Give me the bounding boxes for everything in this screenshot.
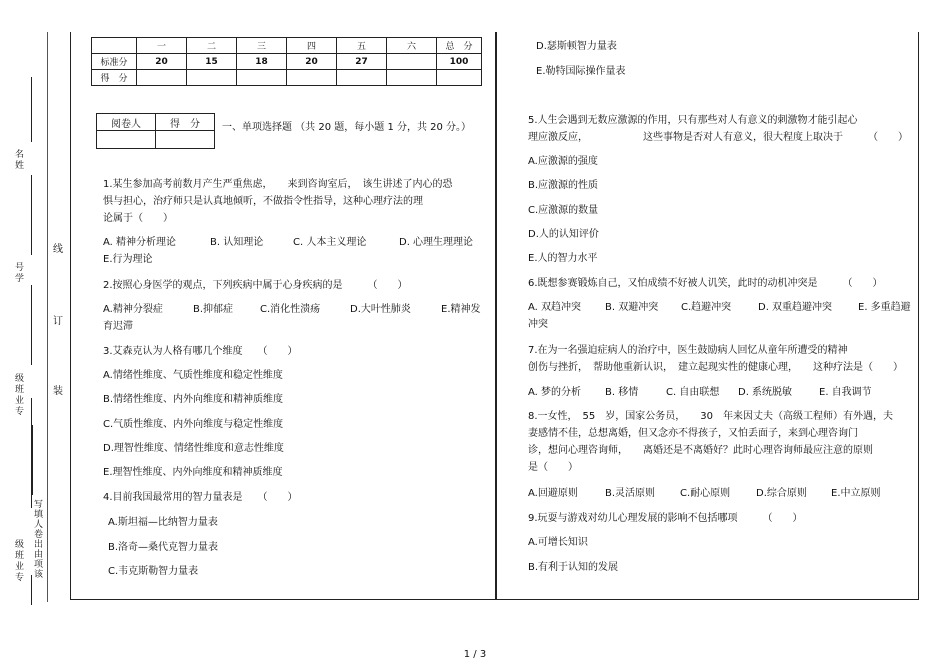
grader-header: 阅卷人 — [97, 114, 156, 131]
q3-option-a[interactable]: A.情绪性维度、气质性维度和稳定性维度 — [103, 370, 283, 381]
option[interactable]: D. 系统脱敏 — [738, 387, 793, 398]
question-7 — [528, 342, 903, 376]
score-input-cell[interactable] — [137, 70, 187, 86]
cut-mark-line: 线 — [53, 244, 63, 255]
q4-option-b[interactable]: B.洛奇—桑代克智力量表 — [108, 542, 219, 553]
frame-right — [918, 32, 919, 600]
margin-rule-top — [31, 77, 32, 142]
question-2: 2.按照心身医学的观点，下列疾病中属于心身疾病的是 （ ） — [103, 280, 408, 291]
question-line: 理应激反应， 这些事物是否对人有意义，很大程度上取决于 （ ） — [528, 132, 908, 143]
option[interactable]: A.精神分裂症 — [103, 304, 163, 315]
option[interactable]: B.抑郁症 — [193, 304, 234, 315]
q4-option-c[interactable]: C.韦克斯勒智力量表 — [108, 566, 199, 577]
option[interactable]: B. 双避冲突 — [605, 302, 659, 313]
q4-option-a[interactable]: A.斯坦福—比纳智力量表 — [108, 517, 218, 528]
notice-text: 写 填 人 卷 出 由 项 该 — [33, 500, 43, 580]
score-cell: 20 — [287, 54, 337, 70]
grader-input-cell[interactable] — [156, 131, 215, 149]
question-9: 9.玩耍与游戏对幼儿心理发展的影响不包括哪项 （ ） — [528, 513, 803, 524]
score-row-label: 标准分 — [92, 54, 137, 70]
option[interactable]: D.大叶性肺炎 — [350, 304, 411, 315]
q5-option-e[interactable]: E.人的智力水平 — [528, 253, 598, 264]
frame-bottom — [70, 599, 919, 600]
question-line: 妻感情不佳，总想离婚，但又念亦不得孩子，又怕丢面子，来到心理咨询门 — [528, 428, 858, 439]
q3-option-e[interactable]: E.理智性维度、内外向维度和精神质维度 — [103, 467, 283, 478]
score-input-cell[interactable] — [437, 70, 482, 86]
class-label-2: 级 班 业 专 — [14, 540, 24, 583]
score-input-cell[interactable] — [237, 70, 287, 86]
score-input-cell[interactable] — [187, 70, 237, 86]
question-line: 论属于（ ） — [103, 213, 173, 224]
question-3: 3.艾森克认为人格有哪几个维度 （ ） — [103, 346, 298, 357]
option[interactable]: D.综合原则 — [756, 488, 807, 499]
q3-option-b[interactable]: B.情绪性维度、内外向维度和精神质维度 — [103, 394, 284, 405]
question-line: 1.某生参加高考前数月产生严重焦虑， 来到咨询室后， 该生讲述了内心的恐 — [103, 179, 453, 190]
option[interactable]: C.趋避冲突 — [681, 302, 732, 313]
question-line: 是（ ） — [528, 462, 578, 473]
option[interactable]: 冲突 — [528, 319, 548, 330]
option[interactable]: E. 自我调节 — [819, 387, 872, 398]
grader-table — [96, 113, 215, 149]
question-line: 诊，想问心理咨询师， 离婚还是不离婚好？此时心理咨询师最应注意的原则 — [528, 445, 873, 456]
class-label: 级 班 业 专 — [14, 374, 24, 417]
section-title: 一、单项选择题 （共 20 题，每小题 1 分，共 20 分。） — [222, 122, 472, 133]
option[interactable]: E. 多重趋避 — [858, 302, 911, 313]
grader-input-cell[interactable] — [97, 131, 156, 149]
question-6: 6.既想参赛锻炼自己，又怕成绩不好被人讥笑，此时的动机冲突是 （ ） — [528, 278, 883, 289]
score-header-cell: 一 — [137, 38, 187, 54]
score-header-cell: 六 — [387, 38, 437, 54]
question-line: 8.一女性， 55 岁，国家公务员， 30 年来因丈夫（高级工程师）有外遇，夫 — [528, 411, 893, 422]
score-header-cell: 三 — [237, 38, 287, 54]
cut-line — [47, 32, 48, 602]
score-header-cell: 总 分 — [437, 38, 482, 54]
score-input-cell[interactable] — [337, 70, 387, 86]
option[interactable]: A. 梦的分析 — [528, 387, 582, 398]
option[interactable]: B. 认知理论 — [210, 237, 264, 248]
q9-option-b[interactable]: B.有利于认知的发展 — [528, 562, 619, 573]
question-line: 创伤与挫折， 帮助他重新认识， 建立起现实性的健康心理， 这种疗法是（ ） — [528, 362, 903, 373]
grader-header: 得 分 — [156, 114, 215, 131]
frame-left — [70, 32, 71, 600]
score-header-cell: 二 — [187, 38, 237, 54]
score-row-label: 得 分 — [92, 70, 137, 86]
option[interactable]: B.灵活原则 — [605, 488, 656, 499]
margin-rule-box — [31, 425, 33, 495]
option[interactable]: C.耐心原则 — [680, 488, 731, 499]
margin-rule-mid — [31, 175, 32, 255]
q3-option-c[interactable]: C.气质性维度、内外向维度与稳定性维度 — [103, 419, 284, 430]
q4-option-d[interactable]: D.瑟斯顿智力量表 — [536, 41, 617, 52]
option[interactable]: C.消化性溃疡 — [260, 304, 321, 315]
score-header-cell: 五 — [337, 38, 387, 54]
question-5 — [528, 112, 908, 146]
q4-option-e[interactable]: E.勒特国际操作量表 — [536, 66, 626, 77]
option[interactable]: E.行为理论 — [103, 254, 153, 265]
option[interactable]: A.回避原则 — [528, 488, 578, 499]
option[interactable]: A. 双趋冲突 — [528, 302, 582, 313]
question-4: 4.目前我国最常用的智力量表是 （ ） — [103, 492, 298, 503]
question-line: 惧与担心，治疗师只是认真地倾听，不做指令性指导，这种心理疗法的理 — [103, 196, 423, 207]
option[interactable]: A. 精神分析理论 — [103, 237, 177, 248]
option[interactable]: E.精神发 — [441, 304, 481, 315]
question-line: 7.在为一名强迫症病人的治疗中，医生鼓励病人回忆从童年所遭受的精神 — [528, 345, 848, 356]
q5-option-b[interactable]: B.应激源的性质 — [528, 180, 599, 191]
id-label: 号 学 — [14, 263, 24, 284]
score-cell: 15 — [187, 54, 237, 70]
q5-option-c[interactable]: C.应激源的数量 — [528, 205, 599, 216]
q5-option-d[interactable]: D.人的认知评价 — [528, 229, 599, 240]
score-cell: 27 — [337, 54, 387, 70]
margin-rule-low — [31, 285, 32, 365]
option[interactable]: C. 自由联想 — [666, 387, 720, 398]
page-number: 1 / 3 — [463, 649, 487, 660]
score-header-cell — [92, 38, 137, 54]
option[interactable]: E.中立原则 — [831, 488, 881, 499]
q5-option-a[interactable]: A.应激源的强度 — [528, 156, 598, 167]
score-cell — [387, 54, 437, 70]
question-1 — [103, 176, 453, 227]
option[interactable]: B. 移情 — [605, 387, 639, 398]
name-label: 名 姓 — [14, 150, 24, 171]
question-8 — [528, 408, 893, 476]
cut-mark-bind: 装 — [53, 386, 63, 397]
cut-mark-staple: 订 — [53, 316, 63, 327]
question-line: 5.人生会遇到无数应激源的作用，只有那些对人有意义的刺激物才能引起心 — [528, 115, 858, 126]
score-table — [91, 37, 482, 86]
score-cell: 100 — [437, 54, 482, 70]
q9-option-a[interactable]: A.可增长知识 — [528, 537, 588, 548]
score-header-cell: 四 — [287, 38, 337, 54]
score-cell: 20 — [137, 54, 187, 70]
option[interactable]: D. 双重趋避冲突 — [758, 302, 833, 313]
margin-rule-end — [31, 575, 32, 605]
score-input-cell[interactable] — [287, 70, 337, 86]
q3-option-d[interactable]: D.理智性维度、情绪性维度和意志性维度 — [103, 443, 284, 454]
score-cell: 18 — [237, 54, 287, 70]
score-input-cell[interactable] — [387, 70, 437, 86]
option[interactable]: 育迟滞 — [103, 321, 133, 332]
frame-center — [495, 32, 497, 600]
option[interactable]: D. 心理生理理论 — [399, 237, 474, 248]
option[interactable]: C. 人本主义理论 — [293, 237, 367, 248]
